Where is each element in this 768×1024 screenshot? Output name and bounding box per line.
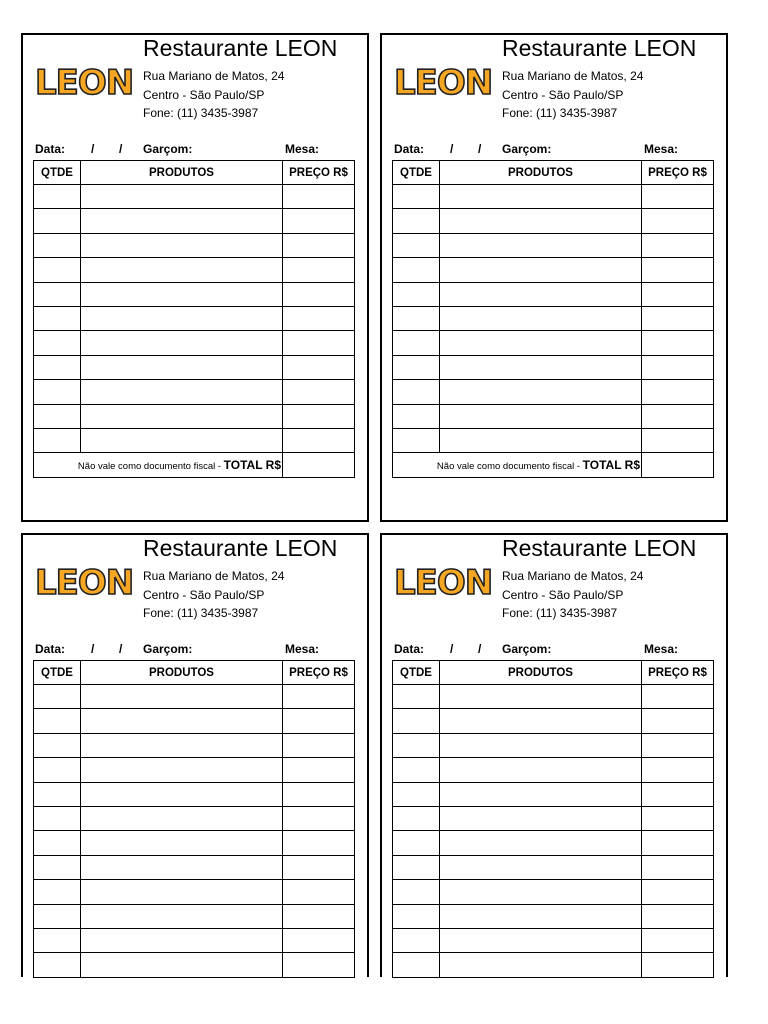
- leon-logo: LEON: [35, 63, 134, 103]
- price-cell[interactable]: [642, 306, 714, 330]
- price-cell[interactable]: [283, 733, 355, 757]
- date-slash-1: /: [91, 142, 95, 156]
- item-row: [393, 282, 714, 306]
- qty-cell[interactable]: [393, 258, 440, 282]
- address-street: Rua Mariano de Matos, 24: [143, 569, 285, 583]
- item-row: [34, 209, 355, 233]
- total-value-cell[interactable]: [642, 453, 714, 477]
- table-header-row: [34, 661, 355, 685]
- qty-cell[interactable]: [34, 282, 81, 306]
- address-city: Centro - São Paulo/SP: [502, 588, 624, 602]
- product-cell[interactable]: [440, 380, 642, 404]
- price-cell[interactable]: [642, 331, 714, 355]
- qty-cell[interactable]: [393, 331, 440, 355]
- price-cell[interactable]: [642, 904, 714, 928]
- product-cell[interactable]: [440, 806, 642, 830]
- order-items-table: [33, 660, 355, 978]
- product-cell[interactable]: [81, 928, 283, 952]
- table-label: Mesa:: [285, 142, 320, 156]
- product-cell[interactable]: [81, 855, 283, 879]
- item-row: [34, 404, 355, 428]
- price-cell[interactable]: [642, 782, 714, 806]
- product-cell[interactable]: [440, 855, 642, 879]
- price-cell[interactable]: [642, 928, 714, 952]
- date-slash-1: /: [450, 642, 454, 656]
- date-slash-2: /: [119, 642, 123, 656]
- price-cell[interactable]: [283, 928, 355, 952]
- price-cell[interactable]: [283, 758, 355, 782]
- item-row: [34, 953, 355, 977]
- item-row: [393, 404, 714, 428]
- price-cell[interactable]: [283, 331, 355, 355]
- price-cell[interactable]: [642, 806, 714, 830]
- order-meta-line: [35, 642, 355, 658]
- qty-cell[interactable]: [34, 831, 81, 855]
- item-row: [393, 258, 714, 282]
- product-cell[interactable]: [81, 953, 283, 977]
- product-cell[interactable]: [440, 758, 642, 782]
- qty-cell[interactable]: [34, 758, 81, 782]
- qty-cell[interactable]: [34, 855, 81, 879]
- item-row: [393, 880, 714, 904]
- date-label: Data:: [35, 142, 66, 156]
- item-row: [393, 209, 714, 233]
- product-cell[interactable]: [440, 709, 642, 733]
- order-items-table: [33, 160, 355, 478]
- qty-cell[interactable]: [393, 758, 440, 782]
- qty-cell[interactable]: [34, 733, 81, 757]
- table-header-row: [34, 161, 355, 185]
- item-row: [34, 758, 355, 782]
- total-label-cell: [393, 453, 642, 477]
- product-cell[interactable]: [81, 733, 283, 757]
- product-cell[interactable]: [440, 258, 642, 282]
- address-city: Centro - São Paulo/SP: [502, 88, 624, 102]
- price-cell[interactable]: [642, 258, 714, 282]
- item-row: [34, 855, 355, 879]
- qty-cell[interactable]: [34, 806, 81, 830]
- qty-cell[interactable]: [393, 855, 440, 879]
- qty-cell[interactable]: [393, 404, 440, 428]
- qty-cell[interactable]: [34, 709, 81, 733]
- date-slash-1: /: [450, 142, 454, 156]
- item-row: [34, 831, 355, 855]
- item-row: [393, 904, 714, 928]
- item-row: [393, 306, 714, 330]
- date-slash-2: /: [478, 142, 482, 156]
- item-row: [34, 331, 355, 355]
- price-cell[interactable]: [642, 185, 714, 209]
- price-cell[interactable]: [283, 233, 355, 257]
- total-row: [393, 453, 714, 477]
- qty-cell[interactable]: [34, 953, 81, 977]
- waiter-label: Garçom:: [502, 142, 552, 156]
- order-meta-line: [394, 642, 714, 658]
- item-row: [34, 904, 355, 928]
- product-cell[interactable]: [440, 904, 642, 928]
- waiter-label: Garçom:: [143, 642, 193, 656]
- qty-column-header: QTDE: [393, 161, 440, 185]
- qty-cell[interactable]: [393, 831, 440, 855]
- price-cell[interactable]: [642, 953, 714, 977]
- address-city: Centro - São Paulo/SP: [143, 588, 265, 602]
- price-cell[interactable]: [642, 404, 714, 428]
- qty-cell[interactable]: [393, 282, 440, 306]
- order-slip-bottom-right: [380, 533, 728, 977]
- product-cell[interactable]: [440, 782, 642, 806]
- product-cell[interactable]: [81, 806, 283, 830]
- product-cell[interactable]: [81, 185, 283, 209]
- qty-column-header: QTDE: [34, 661, 81, 685]
- order-slip-top-left: [21, 33, 369, 522]
- leon-logo: LEON: [394, 63, 493, 103]
- date-slash-2: /: [478, 642, 482, 656]
- products-column-header: PRODUTOS: [81, 661, 283, 685]
- price-cell[interactable]: [283, 880, 355, 904]
- leon-logo: LEON: [394, 563, 493, 603]
- product-cell[interactable]: [81, 306, 283, 330]
- qty-cell[interactable]: [393, 904, 440, 928]
- qty-cell[interactable]: [34, 904, 81, 928]
- products-column-header: PRODUTOS: [81, 161, 283, 185]
- item-row: [393, 380, 714, 404]
- address-city: Centro - São Paulo/SP: [143, 88, 265, 102]
- price-cell[interactable]: [642, 685, 714, 709]
- products-column-header: PRODUTOS: [440, 661, 642, 685]
- total-row: [34, 453, 355, 477]
- product-cell[interactable]: [81, 758, 283, 782]
- item-row: [393, 782, 714, 806]
- qty-cell[interactable]: [34, 928, 81, 952]
- restaurant-title: Restaurante LEON: [143, 535, 338, 561]
- address-street: Rua Mariano de Matos, 24: [502, 69, 644, 83]
- product-cell[interactable]: [81, 831, 283, 855]
- price-cell[interactable]: [283, 306, 355, 330]
- qty-cell[interactable]: [393, 428, 440, 452]
- qty-cell[interactable]: [393, 953, 440, 977]
- date-slash-1: /: [91, 642, 95, 656]
- product-cell[interactable]: [440, 928, 642, 952]
- item-row: [393, 233, 714, 257]
- item-row: [393, 185, 714, 209]
- total-label-cell: [34, 453, 283, 477]
- qty-cell[interactable]: [393, 185, 440, 209]
- item-row: [34, 733, 355, 757]
- price-column-header: PREÇO R$: [642, 661, 714, 685]
- item-row: [34, 709, 355, 733]
- price-cell[interactable]: [642, 733, 714, 757]
- table-label: Mesa:: [644, 142, 679, 156]
- product-cell[interactable]: [81, 209, 283, 233]
- product-cell[interactable]: [81, 258, 283, 282]
- product-cell[interactable]: [440, 185, 642, 209]
- item-row: [393, 928, 714, 952]
- price-cell[interactable]: [283, 782, 355, 806]
- price-cell[interactable]: [642, 758, 714, 782]
- price-cell[interactable]: [642, 831, 714, 855]
- table-label: Mesa:: [285, 642, 320, 656]
- qty-cell[interactable]: [393, 880, 440, 904]
- product-cell[interactable]: [81, 404, 283, 428]
- product-cell[interactable]: [81, 428, 283, 452]
- order-meta-line: [35, 142, 355, 158]
- restaurant-title: Restaurante LEON: [143, 35, 338, 61]
- restaurant-title: Restaurante LEON: [502, 35, 697, 61]
- price-column-header: PREÇO R$: [642, 161, 714, 185]
- item-row: [393, 685, 714, 709]
- item-row: [34, 428, 355, 452]
- price-cell[interactable]: [283, 428, 355, 452]
- item-row: [34, 185, 355, 209]
- leon-logo: LEON: [35, 563, 134, 603]
- price-cell[interactable]: [283, 806, 355, 830]
- product-cell[interactable]: [81, 355, 283, 379]
- price-cell[interactable]: [283, 209, 355, 233]
- product-cell[interactable]: [440, 233, 642, 257]
- qty-cell[interactable]: [393, 355, 440, 379]
- table-header-row: [393, 161, 714, 185]
- qty-cell[interactable]: [34, 404, 81, 428]
- qty-cell[interactable]: [393, 209, 440, 233]
- item-row: [34, 233, 355, 257]
- order-items-table: [392, 160, 714, 478]
- price-cell[interactable]: [283, 855, 355, 879]
- item-row: [34, 282, 355, 306]
- price-cell[interactable]: [283, 355, 355, 379]
- product-cell[interactable]: [440, 404, 642, 428]
- item-row: [393, 355, 714, 379]
- price-cell[interactable]: [283, 380, 355, 404]
- product-cell[interactable]: [81, 904, 283, 928]
- price-cell[interactable]: [283, 953, 355, 977]
- product-cell[interactable]: [440, 880, 642, 904]
- phone-number: Fone: (11) 3435-3987: [143, 106, 259, 120]
- restaurant-title: Restaurante LEON: [502, 535, 697, 561]
- qty-cell[interactable]: [34, 306, 81, 330]
- product-cell[interactable]: [81, 282, 283, 306]
- date-label: Data:: [35, 642, 66, 656]
- product-cell[interactable]: [440, 428, 642, 452]
- price-cell[interactable]: [642, 233, 714, 257]
- date-label: Data:: [394, 642, 425, 656]
- qty-cell[interactable]: [393, 928, 440, 952]
- phone-number: Fone: (11) 3435-3987: [502, 106, 618, 120]
- qty-column-header: QTDE: [34, 161, 81, 185]
- qty-cell[interactable]: [34, 209, 81, 233]
- price-cell[interactable]: [283, 404, 355, 428]
- qty-cell[interactable]: [393, 782, 440, 806]
- item-row: [393, 953, 714, 977]
- price-column-header: PREÇO R$: [283, 161, 355, 185]
- product-cell[interactable]: [81, 685, 283, 709]
- product-cell[interactable]: [81, 709, 283, 733]
- item-row: [34, 685, 355, 709]
- qty-cell[interactable]: [34, 355, 81, 379]
- products-column-header: PRODUTOS: [440, 161, 642, 185]
- order-slip-top-right: [380, 33, 728, 522]
- price-cell[interactable]: [283, 185, 355, 209]
- item-row: [34, 782, 355, 806]
- product-cell[interactable]: [440, 355, 642, 379]
- item-row: [34, 355, 355, 379]
- qty-cell[interactable]: [393, 380, 440, 404]
- product-cell[interactable]: [440, 331, 642, 355]
- price-cell[interactable]: [642, 428, 714, 452]
- phone-number: Fone: (11) 3435-3987: [143, 606, 259, 620]
- fiscal-disclaimer: Não vale como documento fiscal -: [436, 460, 581, 472]
- qty-cell[interactable]: [34, 331, 81, 355]
- item-row: [393, 855, 714, 879]
- phone-number: Fone: (11) 3435-3987: [502, 606, 618, 620]
- product-cell[interactable]: [440, 953, 642, 977]
- qty-cell[interactable]: [393, 733, 440, 757]
- item-row: [393, 806, 714, 830]
- qty-cell[interactable]: [34, 782, 81, 806]
- price-cell[interactable]: [283, 282, 355, 306]
- table-label: Mesa:: [644, 642, 679, 656]
- order-items-table: [392, 660, 714, 978]
- price-column-header: PREÇO R$: [283, 661, 355, 685]
- qty-column-header: QTDE: [393, 661, 440, 685]
- product-cell[interactable]: [81, 380, 283, 404]
- qty-cell[interactable]: [34, 258, 81, 282]
- product-cell[interactable]: [81, 880, 283, 904]
- address-street: Rua Mariano de Matos, 24: [143, 69, 285, 83]
- qty-cell[interactable]: [34, 380, 81, 404]
- price-cell[interactable]: [642, 282, 714, 306]
- total-label: TOTAL R$: [223, 457, 281, 472]
- qty-cell[interactable]: [34, 233, 81, 257]
- qty-cell[interactable]: [34, 880, 81, 904]
- qty-cell[interactable]: [34, 185, 81, 209]
- total-label: TOTAL R$: [582, 457, 640, 472]
- qty-cell[interactable]: [393, 709, 440, 733]
- price-cell[interactable]: [283, 685, 355, 709]
- product-cell[interactable]: [440, 209, 642, 233]
- item-row: [393, 428, 714, 452]
- qty-cell[interactable]: [393, 685, 440, 709]
- qty-cell[interactable]: [393, 233, 440, 257]
- product-cell[interactable]: [440, 733, 642, 757]
- date-slash-2: /: [119, 142, 123, 156]
- price-cell[interactable]: [642, 709, 714, 733]
- item-row: [34, 880, 355, 904]
- price-cell[interactable]: [283, 831, 355, 855]
- product-cell[interactable]: [440, 685, 642, 709]
- price-cell[interactable]: [642, 355, 714, 379]
- order-slip-bottom-left: [21, 533, 369, 977]
- product-cell[interactable]: [440, 282, 642, 306]
- product-cell[interactable]: [81, 782, 283, 806]
- table-header-row: [393, 661, 714, 685]
- fiscal-disclaimer: Não vale como documento fiscal -: [77, 460, 222, 472]
- product-cell[interactable]: [81, 331, 283, 355]
- item-row: [34, 380, 355, 404]
- order-meta-line: [394, 142, 714, 158]
- qty-cell[interactable]: [393, 306, 440, 330]
- product-cell[interactable]: [81, 233, 283, 257]
- item-row: [393, 758, 714, 782]
- price-cell[interactable]: [642, 855, 714, 879]
- item-row: [393, 831, 714, 855]
- price-cell[interactable]: [283, 258, 355, 282]
- waiter-label: Garçom:: [143, 142, 193, 156]
- price-cell[interactable]: [642, 880, 714, 904]
- price-cell[interactable]: [283, 709, 355, 733]
- product-cell[interactable]: [440, 831, 642, 855]
- product-cell[interactable]: [440, 306, 642, 330]
- item-row: [34, 306, 355, 330]
- price-cell[interactable]: [283, 904, 355, 928]
- item-row: [34, 928, 355, 952]
- total-value-cell[interactable]: [283, 453, 355, 477]
- item-row: [34, 258, 355, 282]
- item-row: [34, 806, 355, 830]
- waiter-label: Garçom:: [502, 642, 552, 656]
- qty-cell[interactable]: [393, 806, 440, 830]
- item-row: [393, 733, 714, 757]
- address-street: Rua Mariano de Matos, 24: [502, 569, 644, 583]
- item-row: [393, 331, 714, 355]
- qty-cell[interactable]: [34, 685, 81, 709]
- price-cell[interactable]: [642, 380, 714, 404]
- qty-cell[interactable]: [34, 428, 81, 452]
- price-cell[interactable]: [642, 209, 714, 233]
- date-label: Data:: [394, 142, 425, 156]
- item-row: [393, 709, 714, 733]
